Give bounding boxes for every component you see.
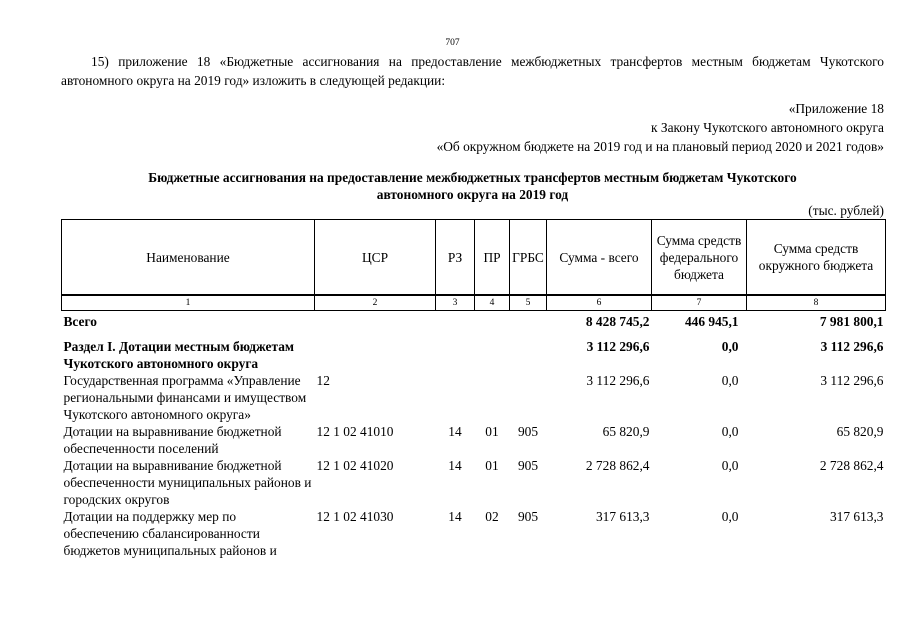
row-grbs xyxy=(510,311,547,339)
row-rz: 14 xyxy=(448,509,462,524)
col-number: 5 xyxy=(510,295,547,311)
col-number: 1 xyxy=(62,295,315,311)
col-header-csr: ЦСР xyxy=(315,220,436,296)
row-federal: 446 945,1 xyxy=(684,314,739,329)
row-rz: 14 xyxy=(448,458,462,473)
col-header-rz: РЗ xyxy=(436,220,475,296)
row-pr xyxy=(475,372,510,423)
row-federal: 0,0 xyxy=(721,458,739,473)
table-row xyxy=(62,423,886,457)
annex-line-3: «Об окружном бюджете на 2019 год и на плановый период 2020 и 2021 годов» xyxy=(436,139,884,154)
col-header-total: Сумма - всего xyxy=(547,220,652,296)
row-name: Дотации на поддержку мер по обеспечению сбалансированности бюджетов муниципальных районов и xyxy=(63,509,277,558)
row-pr xyxy=(475,311,510,339)
row-name: Государственная программа «Управление региональными финансами и имуществом Чукотского автономного округа» xyxy=(63,373,307,422)
row-pr xyxy=(475,338,510,372)
row-grbs: 905 xyxy=(517,424,539,439)
row-federal: 0,0 xyxy=(721,373,739,388)
annex-line-2: к Закону Чукотского автономного округа xyxy=(651,120,884,135)
table-row xyxy=(62,508,886,559)
row-rz xyxy=(436,372,475,423)
row-csr: 12 1 02 41030 xyxy=(316,509,394,524)
row-rz xyxy=(436,311,475,339)
row-total: 317 613,3 xyxy=(595,509,650,524)
row-grbs: 905 xyxy=(517,509,539,524)
col-number: 4 xyxy=(475,295,510,311)
row-rz xyxy=(436,338,475,372)
row-name: Раздел I. Дотации местным бюджетам Чукотского автономного округа xyxy=(63,339,295,371)
col-header-grbs: ГРБС xyxy=(510,220,547,296)
title-line-2: автономного округа на 2019 год xyxy=(376,187,569,202)
page-number: 707 xyxy=(445,38,460,48)
row-total: 3 112 296,6 xyxy=(586,373,650,388)
row-name: Дотации на выравнивание бюджетной обеспеченности поселений xyxy=(63,424,282,456)
table-row-total xyxy=(62,311,886,339)
units-label: (тыс. рублей) xyxy=(808,203,884,218)
col-header-federal: Сумма средств федерального бюджета xyxy=(652,220,747,296)
row-federal: 0,0 xyxy=(721,339,739,354)
row-district: 3 112 296,6 xyxy=(820,373,884,388)
row-district: 65 820,9 xyxy=(836,424,884,439)
intro-text: 15) приложение 18 «Бюджетные ассигнования на предоставление межбюджетных трансфертов местным бюджетам Чукотского автономного округа на 2019 год» изложить в следующей редакции: xyxy=(61,54,884,88)
row-pr: 01 xyxy=(485,458,499,473)
row-federal: 0,0 xyxy=(721,424,739,439)
row-district: 7 981 800,1 xyxy=(819,314,884,329)
row-pr: 01 xyxy=(485,424,499,439)
table-row-section xyxy=(62,338,886,372)
row-csr xyxy=(315,338,436,372)
row-csr: 12 1 02 41020 xyxy=(316,458,394,473)
row-federal: 0,0 xyxy=(721,509,739,524)
row-total: 2 728 862,4 xyxy=(585,458,650,473)
row-pr: 02 xyxy=(485,509,499,524)
title-line-1: Бюджетные ассигнования на предоставление межбюджетных трансфертов местным бюджетам Чукотского xyxy=(148,170,797,185)
col-number: 2 xyxy=(315,295,436,311)
row-rz: 14 xyxy=(448,424,462,439)
table-row xyxy=(62,457,886,508)
document-title xyxy=(61,169,884,203)
row-name: Дотации на выравнивание бюджетной обеспеченности муниципальных районов и городских округов xyxy=(63,458,312,507)
row-csr: 12 1 02 41010 xyxy=(316,424,394,439)
row-district: 3 112 296,6 xyxy=(820,339,884,354)
intro-paragraph xyxy=(61,52,884,90)
row-grbs xyxy=(510,338,547,372)
col-header-name: Наименование xyxy=(62,220,315,296)
row-district: 317 613,3 xyxy=(829,509,884,524)
row-total: 65 820,9 xyxy=(602,424,650,439)
row-district: 2 728 862,4 xyxy=(819,458,884,473)
annex-line-1: «Приложение 18 xyxy=(788,101,884,116)
row-csr xyxy=(315,311,436,339)
col-header-district: Сумма средств окружного бюджета xyxy=(747,220,886,296)
row-grbs xyxy=(510,372,547,423)
appropriations-table xyxy=(61,219,886,559)
row-grbs: 905 xyxy=(517,458,539,473)
row-name: Всего xyxy=(63,314,97,329)
col-number: 8 xyxy=(747,295,886,311)
col-number: 6 xyxy=(547,295,652,311)
row-csr: 12 xyxy=(316,373,330,388)
row-total: 8 428 745,2 xyxy=(585,314,650,329)
col-number: 3 xyxy=(436,295,475,311)
annex-header xyxy=(437,99,884,156)
row-total: 3 112 296,6 xyxy=(586,339,650,354)
col-number: 7 xyxy=(652,295,747,311)
table-row xyxy=(62,372,886,423)
col-header-pr: ПР xyxy=(475,220,510,296)
